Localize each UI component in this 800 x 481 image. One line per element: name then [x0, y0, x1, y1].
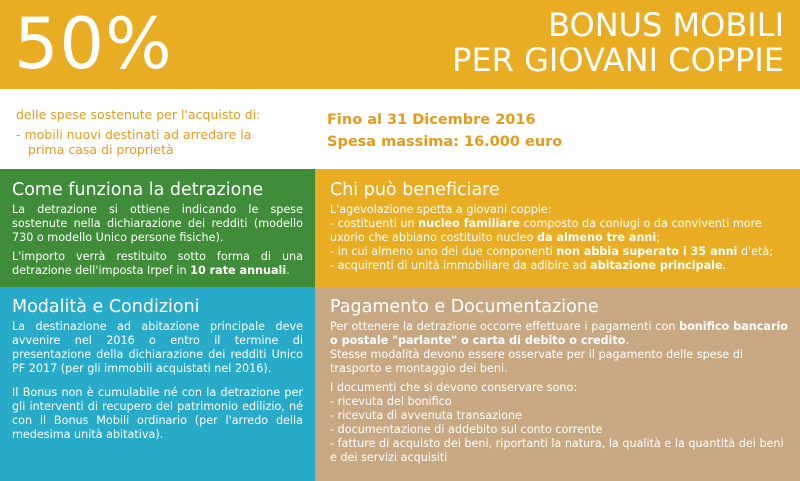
pagamento-panel — [315, 287, 800, 481]
modalita-paragraph-1: La destinazione ad abitazione principale deve avvenire nel 2016 o entro il termine di presentazione della dichiarazione dei redditi Unico PF 2017 (per gli immobili acquistati nel 2016). — [12, 320, 303, 375]
chi-puo-intro: L'agevolazione spetta a giovani coppie: — [330, 203, 552, 216]
chi-puo-item-1-bold-b: da almeno tre anni — [536, 231, 657, 244]
modalita-title: Modalità e Condizioni — [12, 297, 200, 317]
intro-key-facts — [327, 109, 562, 153]
page-title — [452, 8, 784, 78]
chi-puo-item-3-text-a: - acquirenti di unità immobiliare da adibire ad — [330, 259, 591, 272]
pagamento-doc-item: - fatture di acquisto dei beni, riportanti la natura, la qualità e la quantità dei beni e dei servizi acquisiti — [330, 437, 784, 464]
pagamento-p1-end: . — [625, 334, 629, 347]
intro-line-2: - mobili nuovi destinati ad arredare la — [16, 127, 252, 142]
pagamento-p1-bold: bonifico bancario o postale "parlante" o carta di debito o credito — [330, 320, 788, 347]
chi-puo-item-1-end: ; — [656, 231, 661, 244]
chi-puo-item-3 — [330, 259, 788, 273]
pagamento-doc-item: - ricevuta di avvenuta transazione — [330, 409, 522, 422]
come-funziona-p2-end: . — [286, 264, 290, 277]
intro-section — [0, 89, 800, 169]
come-funziona-p2-text: L'importo verrà restituito sotto forma di una detrazione dell'imposta Irpef in — [12, 250, 303, 277]
percent-headline: 50% — [14, 3, 173, 85]
chi-puo-item-1-text-b: composto da coniugi o da conviventi more uxorio che abbiano costituito nucleo — [330, 217, 762, 244]
pagamento-doc-item: - documentazione di addebito sul conto corrente — [330, 423, 603, 436]
chi-puo-item-2-text-a: - in cui almeno uno dei due componenti — [330, 245, 557, 258]
intro-line-3: prima casa di proprietà — [28, 142, 174, 157]
max-spend-text: Spesa massima: 16.000 euro — [327, 134, 563, 150]
chi-puo-item-2 — [330, 245, 788, 259]
pagamento-paragraph-2: Stesse modalità devono essere osservate per il pagamento delle spese di trasporto e montaggio dei beni. — [330, 348, 744, 375]
pagamento-docs-intro: I documenti che si devono conservare sono: — [330, 381, 578, 394]
chi-puo-item-1 — [330, 217, 788, 245]
chi-puo-panel — [315, 169, 800, 287]
chi-puo-item-1-bold-a: nucleo familiare — [418, 217, 520, 230]
intro-description — [16, 107, 306, 157]
come-funziona-p2-bold: 10 rate annuali — [190, 264, 287, 277]
pagamento-doc-item: - ricevuta del bonifico — [330, 395, 452, 408]
come-funziona-title: Come funziona la detrazione — [12, 180, 264, 200]
chi-puo-title: Chi può beneficiare — [330, 180, 500, 200]
title-line-2: PER GIOVANI COPPIE — [452, 41, 784, 79]
come-funziona-panel — [0, 169, 315, 287]
pagamento-title: Pagamento e Documentazione — [330, 297, 599, 317]
title-line-1: BONUS MOBILI — [548, 6, 784, 44]
modalita-panel — [0, 287, 315, 481]
chi-puo-item-2-bold: non abbia superato i 35 anni — [556, 245, 738, 258]
intro-line-1: delle spese sostenute per l'acquisto di: — [16, 107, 261, 122]
pagamento-p1-text: Per ottenere la detrazione occorre effettuare i pagamenti con — [330, 320, 680, 333]
come-funziona-paragraph-1: La detrazione si ottiene indicando le spese sostenute nella dichiarazione dei redditi (modello 730 o modello Unico persone fisiche). — [12, 203, 303, 244]
chi-puo-item-3-bold: abitazione principale — [590, 259, 723, 272]
come-funziona-paragraph-2 — [12, 250, 303, 278]
chi-puo-item-1-text-a: - costituenti un — [330, 217, 419, 230]
deadline-text: Fino al 31 Dicembre 2016 — [327, 112, 536, 128]
modalita-paragraph-2: Il Bonus non è cumulabile né con la detrazione per gli interventi di recupero del patrimonio edilizio, né con il Bonus Mobili ordinario (per l'arredo della medesima unità abitativa). — [12, 386, 303, 441]
chi-puo-item-2-end: d'età; — [737, 245, 774, 258]
header-banner — [0, 0, 800, 89]
pagamento-paragraph-1 — [330, 320, 788, 348]
chi-puo-item-3-end: . — [722, 259, 727, 272]
